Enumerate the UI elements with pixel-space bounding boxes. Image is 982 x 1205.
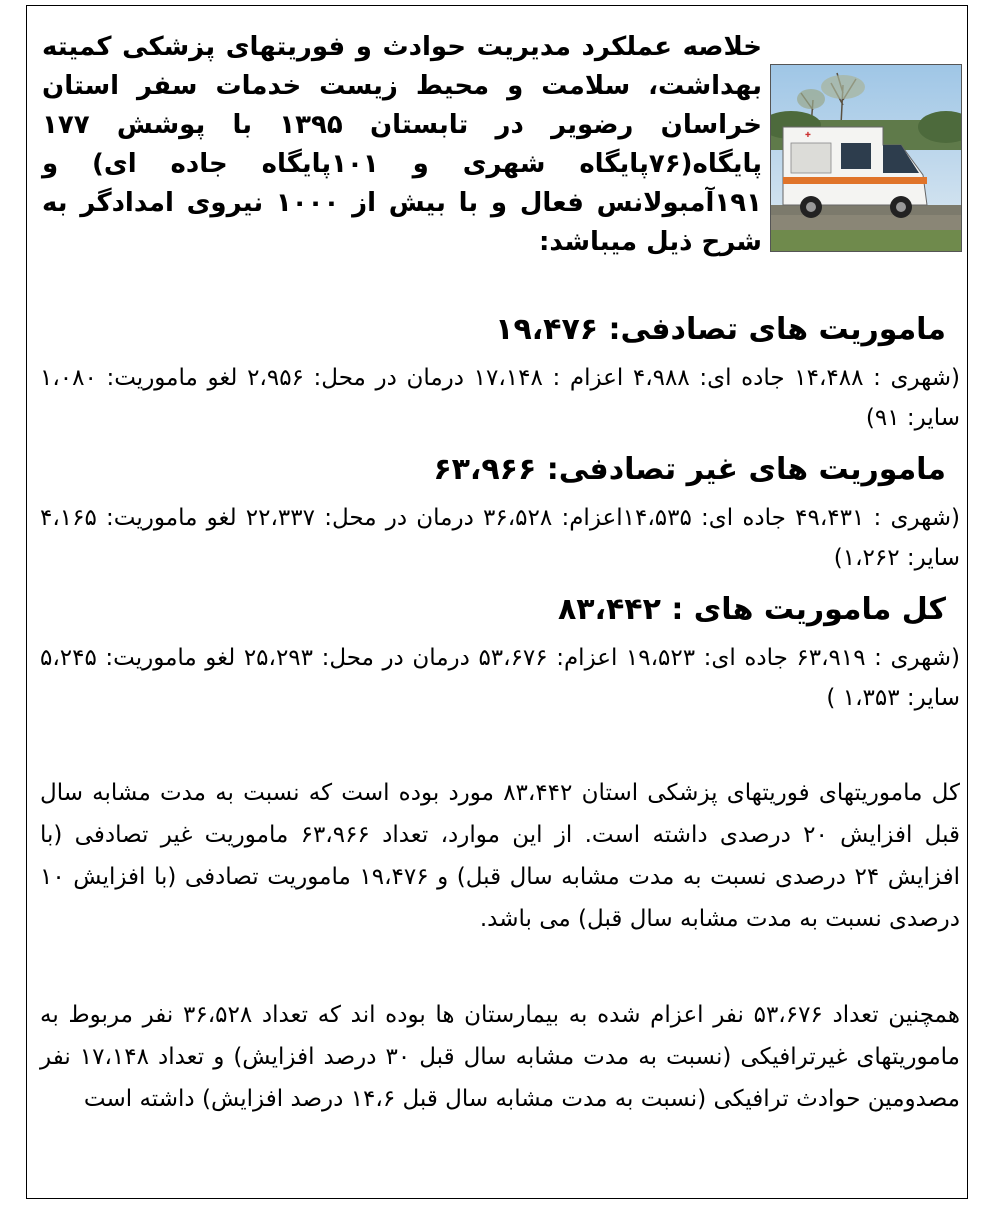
section-detail-accidental: (شهری : ۱۴،۴۸۸ جاده ای: ۴،۹۸۸ اعزام : ۱۷،۱۴۸ درمان در محل: ۲،۹۵۶ لغو ماموریت: ۱،۰۸۰ سایر: ۹۱) xyxy=(40,365,960,431)
section-title-non-accidental: ماموریت های غیر تصادفی: ۶۳،۹۶۶ xyxy=(433,452,946,487)
summary-paragraph-2: همچنین تعداد ۵۳،۶۷۶ نفر اعزام شده به بیمارستان ها بوده اند که تعداد ۳۶،۵۲۸ نفر مربوط به ماموریتهای غیرترافیکی (نسبت به مدت مشابه سال قبل ۳۰ درصد افزایش) و تعداد ۱۷،۱۴۸ نفر مصدومین حوادث ترافیکی (نسبت به مدت مشابه سال قبل ۱۴،۶ درصد افزایش) داشته است xyxy=(40,1002,960,1112)
section-title-accidental: ماموریت های تصادفی: ۱۹،۴۷۶ xyxy=(495,312,946,347)
svg-text:✚: ✚ xyxy=(805,131,811,139)
summary-paragraph-1: کل ماموریتهای فوریتهای پزشکی استان ۸۳،۴۴۲ مورد بوده است که نسبت به مدت مشابه سال قبل افزایش ۲۰ درصدی داشته است. از این موارد، تعداد ۶۳،۹۶۶ ماموریت غیر تصادفی (با افزایش ۲۴ درصدی نسبت به مدت مشابه سال قبل) و ۱۹،۴۷۶ ماموریت تصادفی (با افزایش ۱۰ درصدی نسبت به مدت مشابه سال قبل) می باشد. xyxy=(40,780,961,932)
intro-paragraph: خلاصه عملکرد مدیریت حوادث و فوریتهای پزشکی کمیته بهداشت، سلامت و محیط زیست خدمات سفر استان خراسان رضویر در تابستان ۱۳۹۵ با پوشش ۱۷۷ پایگاه(۷۶پایگاه شهری و ۱۰۱پایگاه جاده ای) و ۱۹۱آمبولانس فعال و با بیش از ۱۰۰۰ نیروی امدادگر به شرح ذیل میباشد: xyxy=(42,32,763,257)
ambulance-photo xyxy=(770,64,962,252)
section-detail-non-accidental: (شهری : ۴۹،۴۳۱ جاده ای: ۱۴،۵۳۵اعزام: ۳۶،۵۲۸ درمان در محل: ۲۲،۳۳۷ لغو ماموریت: ۴،۱۶۵ سایر: ۱،۲۶۲) xyxy=(40,505,960,571)
section-detail-total: (شهری : ۶۳،۹۱۹ جاده ای: ۱۹،۵۲۳ اعزام: ۵۳،۶۷۶ درمان در محل: ۲۵،۲۹۳ لغو ماموریت: ۵،۲۴۵ سایر: ۱،۳۵۳ ) xyxy=(40,645,960,711)
section-title-total: کل ماموریت های : ۸۳،۴۴۲ xyxy=(557,592,946,627)
